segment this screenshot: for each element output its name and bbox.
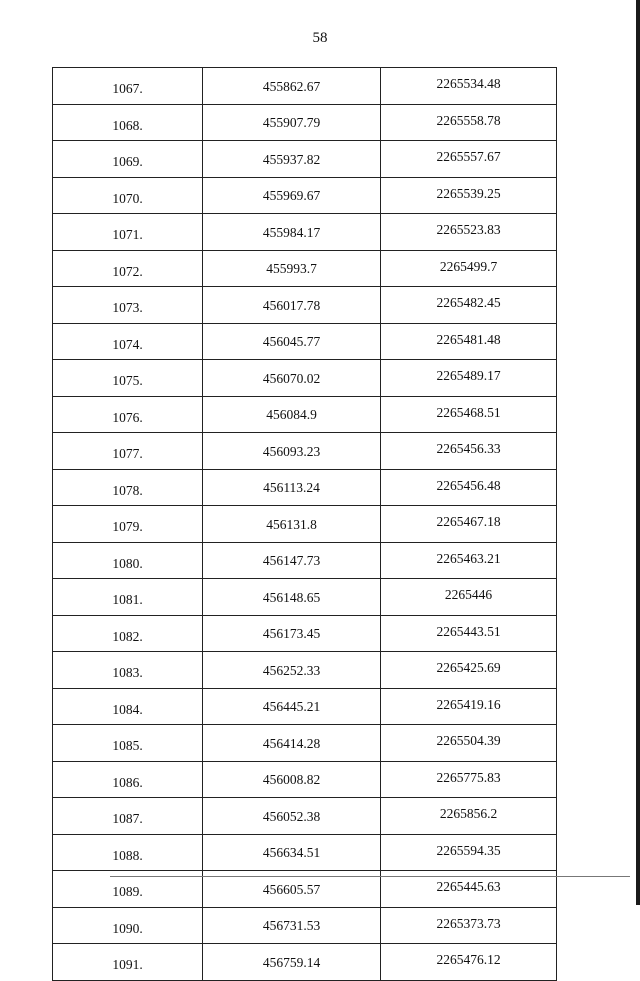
x-coordinate-cell: 456445.21 (203, 688, 381, 725)
table-row (53, 141, 557, 178)
table-row (53, 834, 557, 871)
y-coordinate-cell: 2265775.83 (381, 761, 557, 798)
x-coordinate-cell: 456759.14 (203, 944, 381, 981)
point-number-cell: 1082. (53, 615, 203, 652)
right-scan-edge (636, 0, 640, 905)
table-row (53, 506, 557, 543)
y-coordinate-cell: 2265373.73 (381, 907, 557, 944)
y-coordinate-cell: 2265445.63 (381, 871, 557, 908)
point-number-cell: 1079. (53, 506, 203, 543)
x-coordinate-cell: 456113.24 (203, 469, 381, 506)
y-coordinate-cell: 2265557.67 (381, 141, 557, 178)
table-row (53, 360, 557, 397)
x-coordinate-cell: 456008.82 (203, 761, 381, 798)
point-number-cell: 1073. (53, 287, 203, 324)
point-number-cell: 1088. (53, 834, 203, 871)
point-number-cell: 1071. (53, 214, 203, 251)
x-coordinate-cell: 456148.65 (203, 579, 381, 616)
y-coordinate-cell: 2265558.78 (381, 104, 557, 141)
point-number-cell: 1085. (53, 725, 203, 762)
point-number-cell: 1086. (53, 761, 203, 798)
y-coordinate-cell: 2265481.48 (381, 323, 557, 360)
x-coordinate-cell: 456052.38 (203, 798, 381, 835)
table-row (53, 68, 557, 105)
point-number-cell: 1087. (53, 798, 203, 835)
table-row (53, 944, 557, 981)
y-coordinate-cell: 2265504.39 (381, 725, 557, 762)
table-row (53, 214, 557, 251)
x-coordinate-cell: 455993.7 (203, 250, 381, 287)
table-row (53, 104, 557, 141)
y-coordinate-cell: 2265419.16 (381, 688, 557, 725)
coordinates-table-body (53, 68, 557, 981)
point-number-cell: 1068. (53, 104, 203, 141)
y-coordinate-cell: 2265443.51 (381, 615, 557, 652)
y-coordinate-cell: 2265463.21 (381, 542, 557, 579)
x-coordinate-cell: 455907.79 (203, 104, 381, 141)
table-row (53, 579, 557, 616)
bottom-scan-line (110, 876, 630, 877)
y-coordinate-cell: 2265467.18 (381, 506, 557, 543)
table-row (53, 433, 557, 470)
y-coordinate-cell: 2265425.69 (381, 652, 557, 689)
table-row (53, 250, 557, 287)
x-coordinate-cell: 456605.57 (203, 871, 381, 908)
table-row (53, 725, 557, 762)
x-coordinate-cell: 456731.53 (203, 907, 381, 944)
x-coordinate-cell: 456173.45 (203, 615, 381, 652)
y-coordinate-cell: 2265856.2 (381, 798, 557, 835)
x-coordinate-cell: 455937.82 (203, 141, 381, 178)
table-row (53, 798, 557, 835)
x-coordinate-cell: 456634.51 (203, 834, 381, 871)
point-number-cell: 1072. (53, 250, 203, 287)
y-coordinate-cell: 2265539.25 (381, 177, 557, 214)
x-coordinate-cell: 456414.28 (203, 725, 381, 762)
y-coordinate-cell: 2265468.51 (381, 396, 557, 433)
x-coordinate-cell: 456131.8 (203, 506, 381, 543)
point-number-cell: 1083. (53, 652, 203, 689)
x-coordinate-cell: 456070.02 (203, 360, 381, 397)
point-number-cell: 1077. (53, 433, 203, 470)
table-row (53, 177, 557, 214)
x-coordinate-cell: 456252.33 (203, 652, 381, 689)
table-row (53, 287, 557, 324)
y-coordinate-cell: 2265523.83 (381, 214, 557, 251)
y-coordinate-cell: 2265489.17 (381, 360, 557, 397)
y-coordinate-cell: 2265456.48 (381, 469, 557, 506)
point-number-cell: 1076. (53, 396, 203, 433)
table-row (53, 542, 557, 579)
y-coordinate-cell: 2265446 (381, 579, 557, 616)
table-row (53, 396, 557, 433)
y-coordinate-cell: 2265594.35 (381, 834, 557, 871)
table-row (53, 469, 557, 506)
point-number-cell: 1067. (53, 68, 203, 105)
x-coordinate-cell: 455969.67 (203, 177, 381, 214)
table-row (53, 688, 557, 725)
table-row (53, 615, 557, 652)
x-coordinate-cell: 456045.77 (203, 323, 381, 360)
x-coordinate-cell: 456084.9 (203, 396, 381, 433)
y-coordinate-cell: 2265482.45 (381, 287, 557, 324)
point-number-cell: 1089. (53, 871, 203, 908)
point-number-cell: 1080. (53, 542, 203, 579)
x-coordinate-cell: 456093.23 (203, 433, 381, 470)
coordinates-table (52, 67, 557, 981)
y-coordinate-cell: 2265499.7 (381, 250, 557, 287)
point-number-cell: 1090. (53, 907, 203, 944)
point-number-cell: 1069. (53, 141, 203, 178)
point-number-cell: 1075. (53, 360, 203, 397)
table-row (53, 761, 557, 798)
y-coordinate-cell: 2265456.33 (381, 433, 557, 470)
page-number: 58 (312, 30, 328, 46)
point-number-cell: 1081. (53, 579, 203, 616)
x-coordinate-cell: 455984.17 (203, 214, 381, 251)
table-row (53, 907, 557, 944)
point-number-cell: 1091. (53, 944, 203, 981)
x-coordinate-cell: 455862.67 (203, 68, 381, 105)
y-coordinate-cell: 2265476.12 (381, 944, 557, 981)
table-row (53, 323, 557, 360)
point-number-cell: 1078. (53, 469, 203, 506)
table-row (53, 652, 557, 689)
point-number-cell: 1070. (53, 177, 203, 214)
y-coordinate-cell: 2265534.48 (381, 68, 557, 105)
x-coordinate-cell: 456017.78 (203, 287, 381, 324)
point-number-cell: 1074. (53, 323, 203, 360)
x-coordinate-cell: 456147.73 (203, 542, 381, 579)
point-number-cell: 1084. (53, 688, 203, 725)
